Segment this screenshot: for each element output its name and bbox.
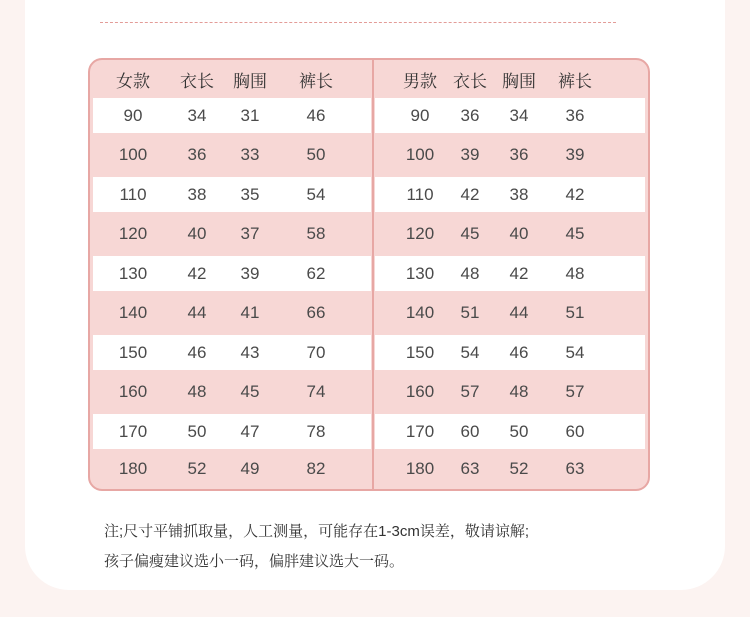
women-length-cell: 38: [187, 184, 207, 204]
women-size-cell: 90: [123, 105, 143, 125]
women-length-header: 衣长: [180, 71, 214, 91]
women-length-cell: 42: [187, 263, 207, 283]
women-size-cell: 110: [119, 184, 147, 204]
women-pants-length-cell: 46: [306, 105, 326, 125]
men-size-cell: 180: [405, 459, 435, 478]
women-chest-cell: 37: [240, 224, 260, 243]
women-pants-length-cell: 58: [306, 224, 326, 243]
men-length-cell: 60: [460, 421, 480, 441]
men-size-cell: 160: [405, 382, 435, 401]
men-size-cells: [375, 449, 645, 489]
women-size-cell: 170: [118, 421, 148, 441]
women-size-cell: 130: [118, 263, 148, 283]
men-chest-cell: 50: [509, 421, 529, 441]
men-length-cell: 36: [460, 105, 480, 125]
women-chest-cell: 33: [240, 145, 260, 164]
men-length-cell: 48: [460, 263, 480, 283]
men-chest-cell: 34: [509, 105, 529, 125]
men-pants-length-cell: 36: [565, 105, 585, 125]
men-header-group: [375, 60, 645, 98]
size-table: [88, 58, 650, 491]
size-row: [90, 291, 648, 335]
table-header-row: [90, 60, 648, 98]
men-size-cell: 120: [405, 224, 435, 243]
women-chest-cell: 49: [240, 459, 260, 478]
women-size-cells: [93, 98, 371, 133]
size-row: [90, 335, 648, 370]
men-size-cells: [375, 256, 645, 291]
women-chest-cell: 43: [240, 342, 260, 362]
women-size-cell: 180: [118, 459, 148, 478]
women-length-cell: 50: [187, 421, 207, 441]
women-size-header: 女款: [116, 71, 150, 91]
note-line-1: 注;尺寸平铺抓取量，人工测量，可能存在1-3cm误差，敬请谅解;: [104, 523, 530, 540]
women-length-cell: 44: [187, 303, 207, 322]
men-size-header: 男款: [403, 71, 437, 91]
men-pants-length-cell: 57: [565, 382, 585, 401]
men-pants-length-cell: 60: [565, 421, 585, 441]
men-size-cells: [375, 212, 645, 256]
men-pants-length-cell: 51: [565, 303, 585, 322]
men-size-cell: 140: [405, 303, 435, 322]
men-chest-cell: 44: [509, 303, 529, 322]
women-pants-length-cell: 74: [306, 382, 326, 401]
women-pants-length-header: 裤长: [299, 71, 333, 91]
men-size-cells: [375, 291, 645, 335]
women-size-cells: [93, 291, 371, 335]
table-body: [90, 98, 648, 489]
size-row: [90, 256, 648, 291]
men-size-cell: 90: [410, 105, 430, 125]
men-pants-length-cell: 45: [565, 224, 585, 243]
men-chest-cell: 48: [509, 382, 529, 401]
size-row: [90, 370, 648, 414]
size-row: [90, 133, 648, 177]
men-pants-length-cell: 54: [565, 342, 585, 362]
women-pants-length-cell: 70: [306, 342, 326, 362]
women-pants-length-cell: 54: [306, 184, 326, 204]
men-chest-header: 胸围: [502, 71, 536, 91]
men-size-cells: [375, 414, 645, 449]
men-size-cell: 110: [406, 184, 434, 204]
women-length-cell: 40: [187, 224, 207, 243]
men-chest-cell: 42: [509, 263, 529, 283]
women-length-cell: 46: [187, 342, 207, 362]
women-pants-length-cell: 82: [306, 459, 326, 478]
size-row: [90, 177, 648, 212]
women-size-cell: 150: [118, 342, 148, 362]
men-chest-cell: 52: [509, 459, 529, 478]
women-size-cell: 120: [118, 224, 148, 243]
men-size-cell: 100: [405, 145, 435, 164]
men-chest-cell: 36: [509, 145, 529, 164]
women-size-cell: 160: [118, 382, 148, 401]
men-size-cell: 150: [405, 342, 435, 362]
men-size-cells: [375, 177, 645, 212]
women-chest-cell: 41: [240, 303, 260, 322]
women-size-cells: [93, 370, 371, 414]
column-divider: [372, 60, 374, 489]
women-chest-cell: 35: [240, 184, 260, 204]
women-size-cells: [93, 335, 371, 370]
women-header-group: [93, 60, 371, 98]
note-line-2: 孩子偏瘦建议选小一码，偏胖建议选大一码。: [104, 553, 405, 570]
women-length-cell: 34: [187, 105, 207, 125]
men-chest-cell: 40: [509, 224, 529, 243]
men-length-cell: 63: [460, 459, 480, 478]
women-chest-header: 胸围: [233, 71, 267, 91]
women-size-cells: [93, 177, 371, 212]
women-pants-length-cell: 50: [306, 145, 326, 164]
men-pants-length-header: 裤长: [558, 71, 592, 91]
women-size-cell: 140: [118, 303, 148, 322]
women-length-cell: 52: [187, 459, 207, 478]
dotted-separator-line: [100, 22, 616, 23]
women-length-cell: 48: [187, 382, 207, 401]
men-pants-length-cell: 39: [565, 145, 585, 164]
women-size-cells: [93, 256, 371, 291]
men-length-cell: 51: [460, 303, 480, 322]
women-size-cells: [93, 212, 371, 256]
women-pants-length-cell: 78: [306, 421, 326, 441]
men-length-cell: 54: [460, 342, 480, 362]
men-length-cell: 57: [460, 382, 480, 401]
men-size-cells: [375, 133, 645, 177]
women-pants-length-cell: 62: [306, 263, 326, 283]
men-length-cell: 45: [460, 224, 480, 243]
men-chest-cell: 38: [509, 184, 529, 204]
women-pants-length-cell: 66: [306, 303, 326, 322]
men-size-cells: [375, 370, 645, 414]
women-chest-cell: 47: [240, 421, 260, 441]
women-chest-cell: 31: [240, 105, 260, 125]
men-size-cells: [375, 335, 645, 370]
men-pants-length-cell: 42: [565, 184, 585, 204]
men-size-cells: [375, 98, 645, 133]
size-note: [104, 517, 529, 577]
men-length-cell: 42: [460, 184, 480, 204]
men-length-header: 衣长: [453, 71, 487, 91]
men-size-cell: 170: [405, 421, 435, 441]
size-row: [90, 449, 648, 489]
size-row: [90, 212, 648, 256]
men-pants-length-cell: 63: [565, 459, 585, 478]
men-length-cell: 39: [460, 145, 480, 164]
size-row: [90, 414, 648, 449]
women-size-cells: [93, 414, 371, 449]
men-pants-length-cell: 48: [565, 263, 585, 283]
men-chest-cell: 46: [509, 342, 529, 362]
women-size-cells: [93, 449, 371, 489]
men-size-cell: 130: [405, 263, 435, 283]
women-size-cell: 100: [118, 145, 148, 164]
women-chest-cell: 45: [240, 382, 260, 401]
size-row: [90, 98, 648, 133]
women-size-cells: [93, 133, 371, 177]
women-length-cell: 36: [187, 145, 207, 164]
women-chest-cell: 39: [240, 263, 260, 283]
